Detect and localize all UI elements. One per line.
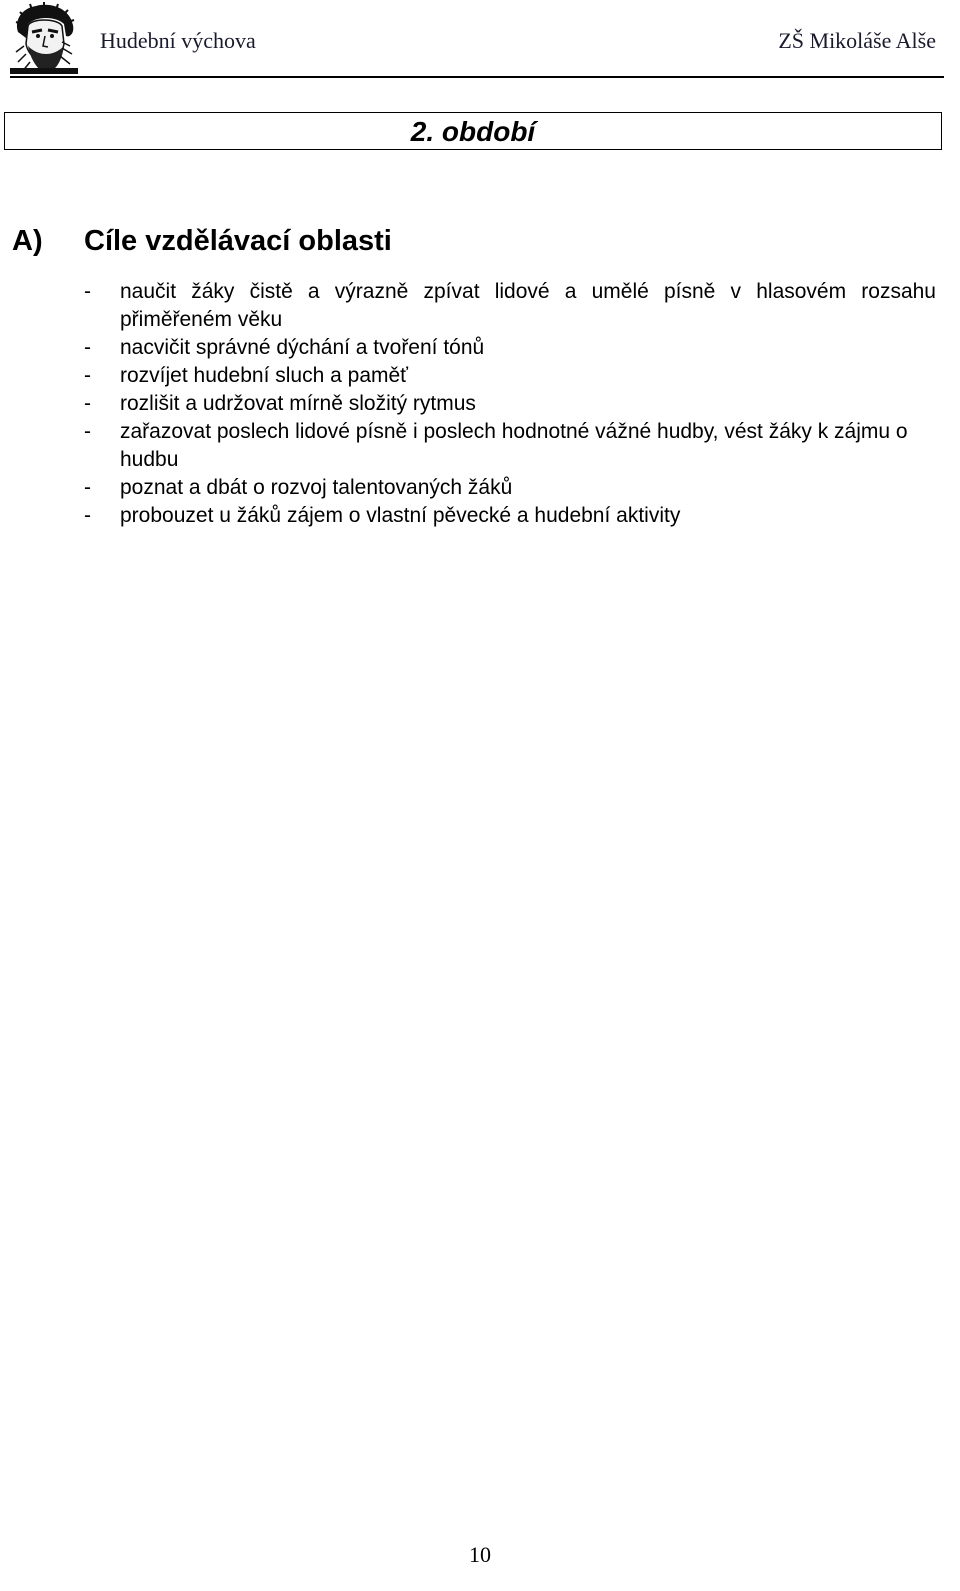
portrait-logo-icon <box>10 2 78 74</box>
list-item-text: nacvičit správné dýchání a tvoření tónů <box>120 336 485 359</box>
list-item-text: probouzet u žáků zájem o vlastní pěvecké a hudební aktivity <box>120 504 681 527</box>
list-item-text: zařazovat poslech lidové písně i poslech hodnotné vážné hudby, vést žáky k zájmu o hudbu <box>120 420 908 471</box>
list-item-text: naučit žáky čistě a výrazně zpívat lidové a umělé písně v hlasovém rozsahu přiměřeném věku <box>120 280 936 331</box>
list-bullet: - <box>84 364 91 387</box>
list-item-text: rozvíjet hudební sluch a paměť <box>120 364 409 387</box>
list-bullet: - <box>84 476 91 499</box>
list-item <box>84 334 936 362</box>
period-banner <box>4 112 942 150</box>
section-letter: A) <box>12 225 43 257</box>
page-header <box>10 0 944 78</box>
section-title: Cíle vzdělávací oblasti <box>84 225 392 257</box>
list-item <box>84 418 936 474</box>
header-subject: Hudební výchova <box>100 28 256 53</box>
list-item <box>84 362 936 390</box>
list-bullet: - <box>84 280 91 303</box>
list-item <box>84 390 936 418</box>
list-bullet: - <box>84 336 91 359</box>
list-item-text: rozlišit a udržovat mírně složitý rytmus <box>120 392 476 415</box>
list-item <box>84 278 936 334</box>
header-school: ZŠ Mikoláše Alše <box>778 28 936 53</box>
list-item <box>84 474 936 502</box>
list-bullet: - <box>84 420 91 443</box>
list-bullet: - <box>84 392 91 415</box>
list-item-text: poznat a dbát o rozvoj talentovaných žáků <box>120 476 513 499</box>
list-item <box>84 502 936 530</box>
period-title: 2. období <box>410 116 536 147</box>
list-bullet: - <box>84 504 91 527</box>
goals-list <box>84 278 936 530</box>
page-number: 10 <box>469 1542 491 1567</box>
